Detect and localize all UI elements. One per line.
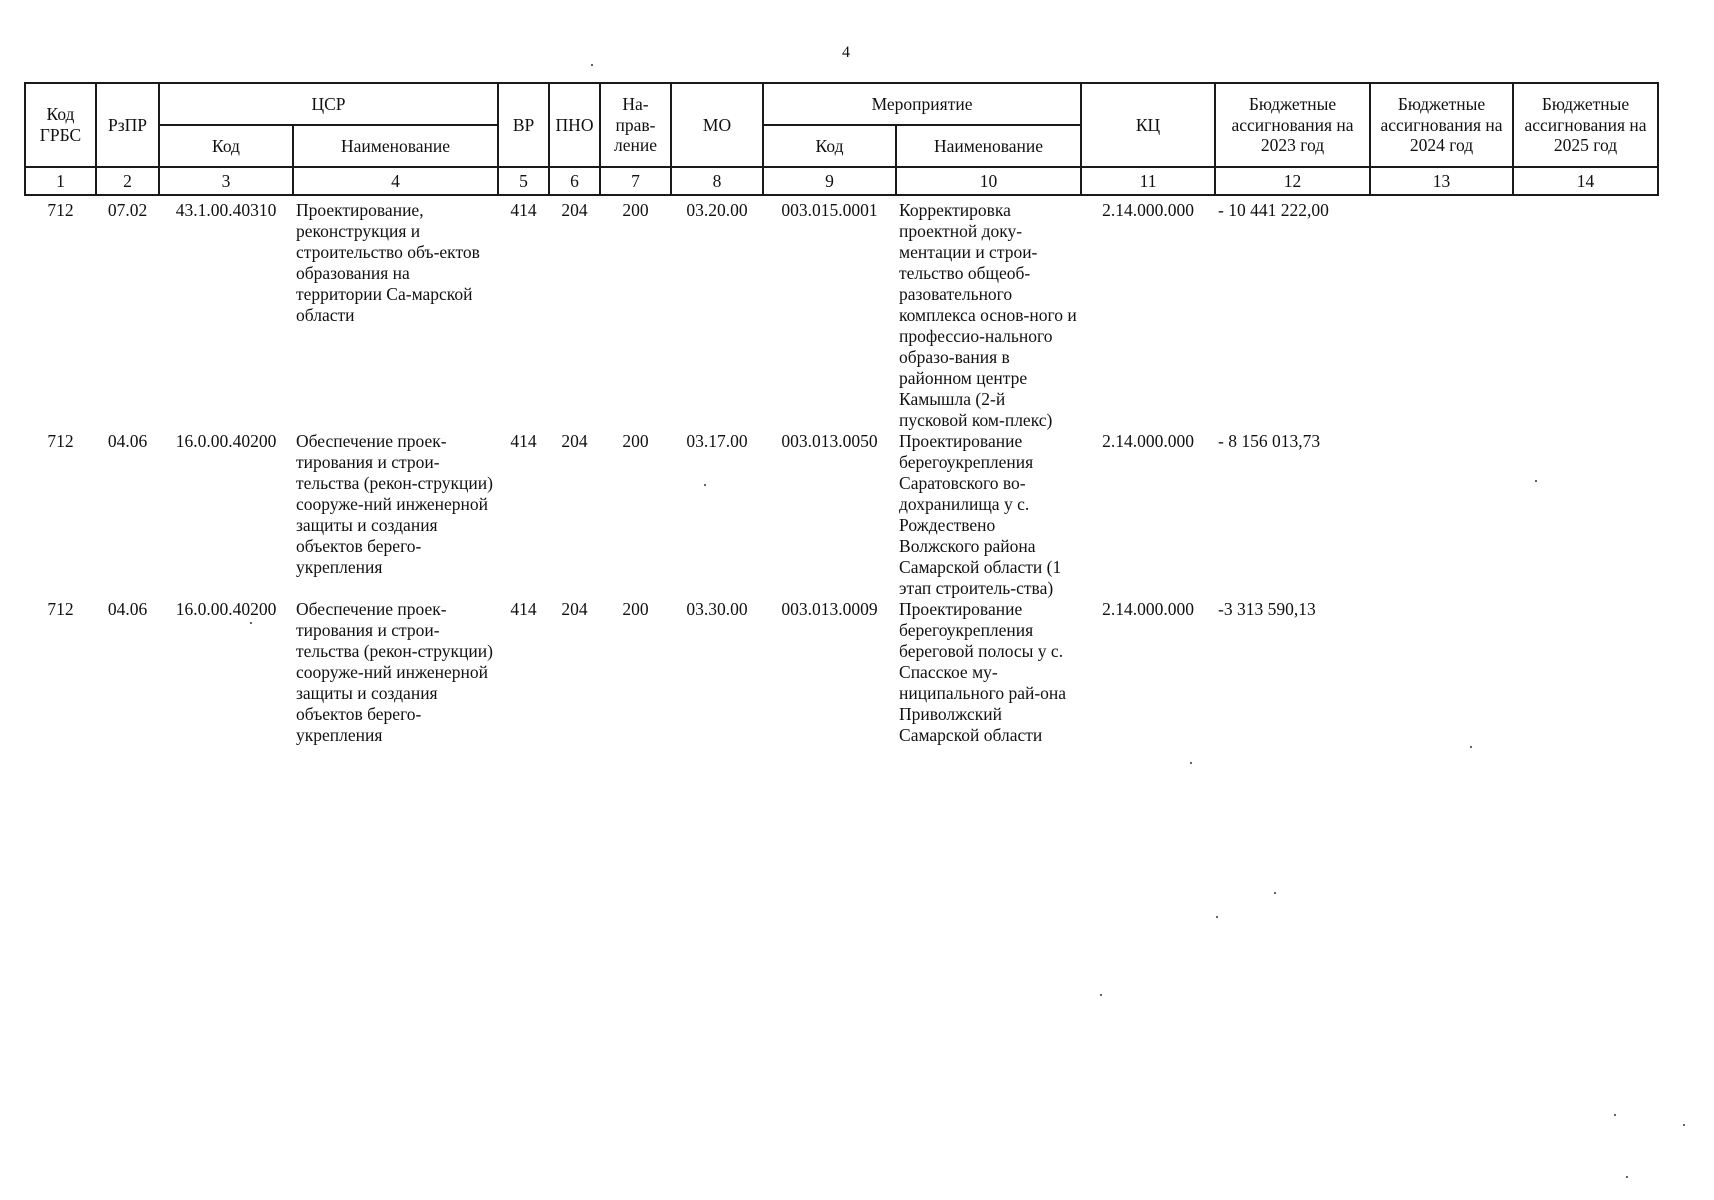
column-number: 4: [293, 167, 498, 195]
table-header: [25, 83, 1658, 195]
cell-event-kod: 003.013.0050: [781, 431, 878, 451]
column-number: 14: [1513, 167, 1658, 195]
table-row: [25, 195, 1658, 431]
scan-speck: [704, 484, 706, 486]
cell-budget-2025: [1513, 431, 1658, 599]
cell-grbs: 712: [47, 431, 74, 451]
scan-speck: [1683, 1124, 1685, 1126]
cell-rzpr: 04.06: [107, 599, 148, 619]
cell-budget-2025: [1513, 195, 1658, 431]
header-budget-2023: Бюджетные ассигнования на 2023 год: [1215, 83, 1370, 167]
cell-vr: 414: [510, 431, 537, 451]
table-row: [25, 599, 1658, 746]
cell-napravlenie: 200: [622, 599, 649, 619]
header-event-name: Наименование: [896, 125, 1081, 167]
cell-kc: 2.14.000.000: [1102, 431, 1194, 451]
scan-speck: [1470, 746, 1472, 748]
header-event-kod: Код: [763, 125, 896, 167]
column-number: 11: [1081, 167, 1215, 195]
cell-budget-2023: - 8 156 013,73: [1218, 431, 1321, 451]
cell-event-name: Проектирование берегоукрепления Саратовского во-дохранилища у с. Рождествено Волжского района Самарской области (1 этап строитель-ства): [899, 431, 1062, 598]
column-number: 9: [763, 167, 896, 195]
header-vr: ВР: [498, 83, 549, 167]
cell-napravlenie: 200: [622, 200, 649, 220]
budget-table: [24, 82, 1659, 746]
header-csr: ЦСР: [159, 83, 498, 125]
header-csr-kod: Код: [159, 125, 293, 167]
header-mo: МО: [671, 83, 763, 167]
header-pno: ПНО: [549, 83, 600, 167]
header-csr-name: Наименование: [293, 125, 498, 167]
header-kc: КЦ: [1081, 83, 1215, 167]
cell-budget-2024: [1370, 195, 1513, 431]
scan-speck: [1626, 1176, 1628, 1178]
cell-grbs: 712: [47, 200, 74, 220]
scan-speck: [1100, 994, 1102, 996]
scan-speck: [1535, 480, 1537, 482]
cell-vr: 414: [510, 599, 537, 619]
column-number: 3: [159, 167, 293, 195]
column-numbers-row: [25, 167, 1658, 195]
page-number: 4: [842, 44, 850, 61]
table-body: [25, 195, 1658, 746]
column-number: 12: [1215, 167, 1370, 195]
cell-csr-kod: 16.0.00.40200: [175, 599, 277, 619]
cell-csr-kod: 43.1.00.40310: [175, 200, 277, 220]
column-number: 13: [1370, 167, 1513, 195]
scan-speck: [250, 622, 252, 624]
cell-pno: 204: [561, 599, 588, 619]
cell-budget-2024: [1370, 599, 1513, 746]
cell-budget-2025: [1513, 599, 1658, 746]
cell-budget-2023: - 10 441 222,00: [1218, 200, 1329, 220]
cell-event-kod: 003.015.0001: [781, 200, 878, 220]
cell-event-name: Проектирование берегоукрепления береговой полосы у с. Спасское му-ниципального рай-она Приволжский Самарской области: [899, 599, 1067, 745]
scan-speck: [1274, 892, 1276, 894]
cell-csr-name: Обеспечение проек-тирования и строи-тельства (рекон-струкции) сооруже-ний инженерной защиты и создания объектов берего-укрепления: [296, 431, 493, 577]
column-number: 1: [25, 167, 96, 195]
cell-budget-2023: -3 313 590,13: [1218, 599, 1316, 619]
cell-pno: 204: [561, 200, 588, 220]
cell-rzpr: 07.02: [107, 200, 148, 220]
cell-vr: 414: [510, 200, 537, 220]
cell-kc: 2.14.000.000: [1102, 599, 1194, 619]
column-number: 7: [600, 167, 671, 195]
cell-mo: 03.30.00: [686, 599, 748, 619]
cell-napravlenie: 200: [622, 431, 649, 451]
column-number: 5: [498, 167, 549, 195]
column-number: 10: [896, 167, 1081, 195]
header-kod-grbs: Код ГРБС: [25, 83, 96, 167]
header-budget-2024: Бюджетные ассигнования на 2024 год: [1370, 83, 1513, 167]
scan-speck: [1190, 762, 1192, 764]
cell-grbs: 712: [47, 599, 74, 619]
cell-rzpr: 04.06: [107, 431, 148, 451]
cell-pno: 204: [561, 431, 588, 451]
cell-event-kod: 003.013.0009: [781, 599, 878, 619]
scan-speck: [591, 64, 593, 66]
column-number: 6: [549, 167, 600, 195]
table-row: [25, 431, 1658, 599]
cell-csr-name: Проектирование, реконструкция и строительство объ-ектов образования на территории Са-марской области: [296, 200, 480, 325]
cell-csr-name: Обеспечение проек-тирования и строи-тельства (рекон-струкции) сооруже-ний инженерной защиты и создания объектов берего-укрепления: [296, 599, 493, 745]
cell-event-name: Корректировка проектной доку-ментации и строи-тельство общеоб-разовательного комплекса основ-ного и профессио-нального образо-вания в районном центре Камышла (2-й пусковой ком-плекс): [899, 200, 1077, 430]
scan-speck: [1216, 916, 1218, 918]
header-rzpr: РзПР: [96, 83, 159, 167]
cell-kc: 2.14.000.000: [1102, 200, 1194, 220]
column-number: 8: [671, 167, 763, 195]
cell-mo: 03.17.00: [686, 431, 748, 451]
column-number: 2: [96, 167, 159, 195]
header-event: Мероприятие: [763, 83, 1081, 125]
header-budget-2025: Бюджетные ассигнования на 2025 год: [1513, 83, 1658, 167]
cell-csr-kod: 16.0.00.40200: [175, 431, 277, 451]
cell-mo: 03.20.00: [686, 200, 748, 220]
cell-budget-2024: [1370, 431, 1513, 599]
scan-speck: [1614, 1114, 1616, 1116]
header-napravlenie: На-прав-ление: [600, 83, 671, 167]
